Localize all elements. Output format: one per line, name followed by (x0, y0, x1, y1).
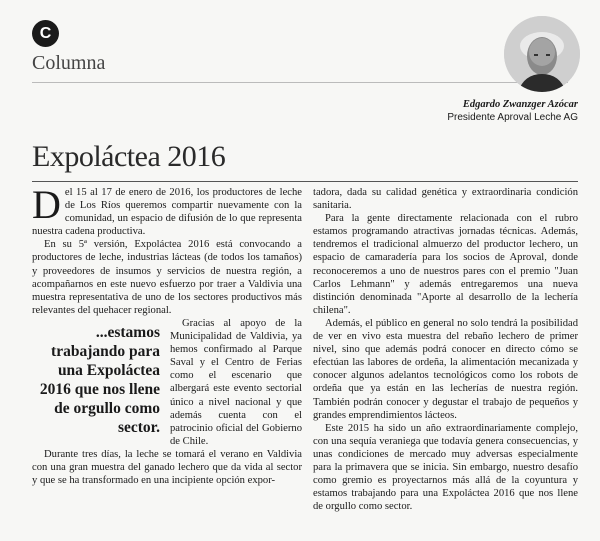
author-block (447, 98, 578, 124)
title-divider (32, 181, 578, 182)
paragraph: Del 15 al 17 de enero de 2016, los productores de leche de Los Ríos queremos compartir nuevamente con la comunidad, un espacio de difusión de lo que representa nuestra cadena productiva. (32, 182, 302, 238)
paragraph (32, 317, 302, 448)
author-photo (504, 16, 580, 92)
section-label: Columna (32, 52, 106, 74)
paragraph: Este 2015 ha sido un año extraordinariamente complejo, con una sequía veraniega que todavía genera consecuencias, y unas condiciones de mercado muy adversas especialmente para la primavera que se inicia. Sin embargo, nuestro desafío como gremio es proyectarnos más allá de la coyuntura y estamos trabajando para una Expoláctea 2016 que nos llene de orgullo como sector. (313, 422, 578, 513)
paragraph-text: En su 5ª versión, Expoláctea 2016 está convocando a productores de leche, industrias lácteas (de todos los tamaños) y proveedores de insumos y servicios de nuestra región, a acompañarnos en este nuevo esfuerzo por traer a Valdivia una muestra representativa de uno de los sectores productivos más relevantes del quehacer regional. (32, 239, 302, 316)
article-title: Expoláctea 2016 (32, 140, 226, 173)
pull-quote: ...estamos trabajando para una Expoláctea 2016 que nos llene de orgullo como sector. (39, 323, 160, 436)
drop-cap: D (32, 182, 61, 227)
paragraph: Durante tres días, la leche se tomará el verano en Valdivia con una gran muestra del ganado lechero que da vida al sector y que se ha transformado en una incipiente opción expor- (32, 448, 302, 487)
paragraph: Además, el público en general no solo tendrá la posibilidad de ver en vivo esta muestra del rebaño lechero de primer nivel, sino que además podrá conocer en directo cómo se efectúan las labores de ordeña, la alimentación mecanizada y conocer algunos adelantos tecnológicos como los robots de ordeña que ya están en las lecherías de nuestra región. También podrán conocer y degustar el trabajo de pequeños y grandes emprendimientos lácteos. (313, 317, 578, 421)
paragraph: Para la gente directamente relacionada con el rubro estamos programando atractivas jornadas técnicas. Además, tendremos el tradicional almuerzo del productor lechero, un espacio de camaradería para los socios de Aproval, donde reconoceremos a uno de nuestros pares con el premio "Juan Carlos Lehmann" y además entregaremos una nueva distinción denominada "Aporte al desarrollo de la lechería chilena". (313, 213, 578, 316)
article-column-2 (313, 186, 578, 513)
author-role: Presidente Aproval Leche AG (447, 112, 578, 123)
header-divider (32, 82, 568, 83)
author-name: Edgardo Zwanzger Azócar (462, 99, 578, 110)
paragraph: tadora, dada su calidad genética y extraordinaria condición sanitaria. (313, 187, 578, 212)
article-column-1 (32, 182, 302, 487)
paragraph (32, 238, 302, 317)
paragraph-text: Gracias al apoyo de la Municipalidad de Valdivia, ya hemos confirmado al Parque Saval y el Centro de Ferias como el escenario que albergará este evento sectorial único a nivel nacional y que además cuenta con el patrocinio oficial del Gobierno de Chile. (170, 317, 302, 447)
section-badge: C (32, 20, 59, 47)
